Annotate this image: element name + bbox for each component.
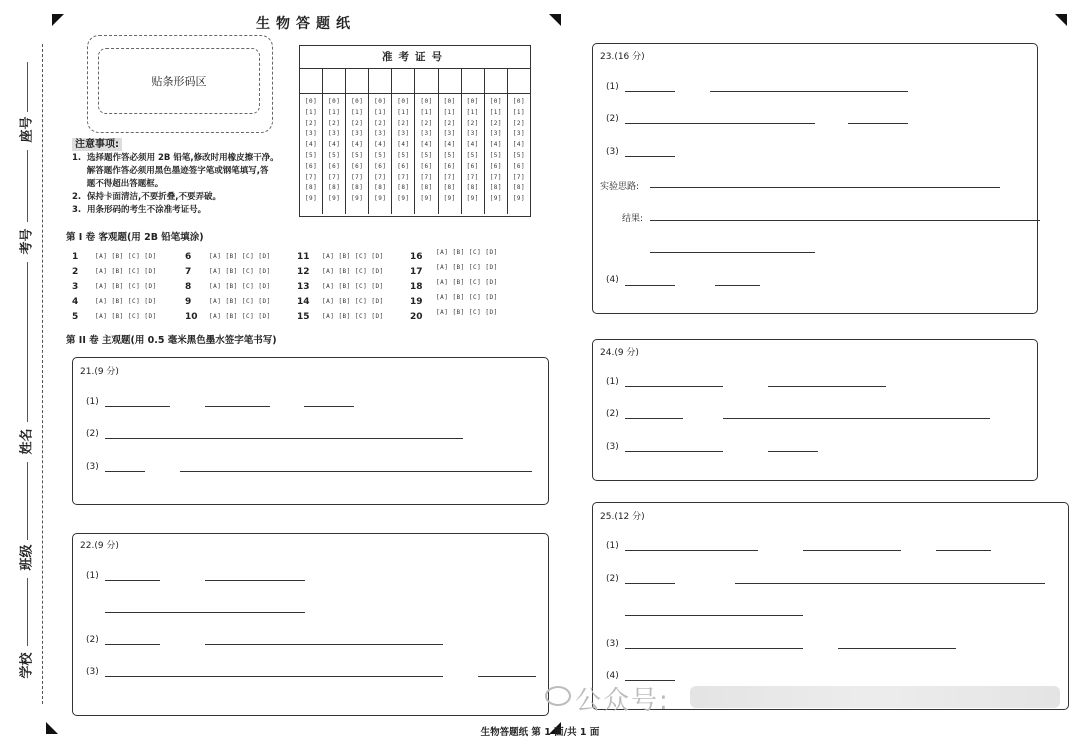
digit-bubble[interactable]: [3] bbox=[420, 130, 433, 138]
digit-bubble[interactable]: [1] bbox=[327, 108, 341, 116]
digit-bubble[interactable]: [4] bbox=[489, 141, 502, 149]
mcq-number: 6 bbox=[185, 252, 192, 262]
digit-bubble[interactable]: [5] bbox=[351, 151, 364, 159]
digit-bubble[interactable]: [1] bbox=[489, 108, 502, 116]
digit-bubble[interactable]: [0] bbox=[466, 98, 479, 105]
digit-bubble[interactable]: [7] bbox=[397, 173, 410, 181]
digit-bubble[interactable]: [5] bbox=[327, 151, 341, 159]
mcq-option-row[interactable] bbox=[322, 296, 384, 306]
digit-bubble[interactable]: [9] bbox=[443, 195, 456, 203]
mcq-item bbox=[410, 297, 432, 307]
page-title: 生物答题纸 bbox=[256, 16, 356, 32]
mcq-option-row[interactable] bbox=[436, 307, 498, 317]
digit-bubble[interactable]: [3] bbox=[374, 130, 387, 138]
mcq-number: 1 bbox=[72, 252, 79, 262]
mcq-option-row[interactable] bbox=[436, 292, 498, 302]
question-header: 25.(12 分) bbox=[600, 512, 645, 522]
mcq-option-row[interactable] bbox=[436, 277, 498, 287]
sub-question-label: (2) bbox=[606, 574, 619, 584]
mcq-options[interactable]: [A] [B] [C] [D] bbox=[209, 313, 271, 320]
mcq-option-row[interactable] bbox=[209, 251, 271, 261]
digit-bubble[interactable]: [2] bbox=[420, 119, 433, 127]
mcq-number: 5 bbox=[72, 312, 79, 322]
experiment-idea-label: 实验思路: bbox=[600, 182, 640, 192]
answer-line[interactable] bbox=[650, 220, 1040, 221]
digit-bubble[interactable]: [5] bbox=[489, 151, 502, 159]
digit-bubble[interactable]: [6] bbox=[304, 162, 318, 170]
answer-box-q22[interactable] bbox=[72, 533, 549, 716]
answer-line[interactable] bbox=[936, 550, 991, 551]
mcq-number: 12 bbox=[297, 267, 310, 277]
mcq-option-row[interactable] bbox=[95, 296, 157, 306]
digit-bubble[interactable]: [6] bbox=[327, 162, 341, 170]
mcq-number: 13 bbox=[297, 282, 310, 292]
admission-digit-column[interactable] bbox=[508, 94, 530, 214]
mcq-number: 15 bbox=[297, 312, 310, 322]
answer-line[interactable] bbox=[735, 583, 1045, 584]
mcq-options[interactable]: [A] [B] [C] [D] bbox=[95, 283, 157, 290]
digit-bubble[interactable]: [8] bbox=[466, 184, 479, 192]
digit-bubble[interactable]: [1] bbox=[466, 108, 479, 116]
digit-bubble[interactable]: [0] bbox=[304, 98, 318, 105]
mcq-option-row[interactable] bbox=[322, 311, 384, 321]
answer-line[interactable] bbox=[105, 676, 443, 677]
answer-line[interactable] bbox=[105, 406, 170, 407]
answer-line[interactable] bbox=[304, 406, 354, 407]
answer-line[interactable] bbox=[650, 252, 815, 253]
digit-bubble[interactable]: [3] bbox=[512, 130, 526, 138]
side-label-school: 学校 bbox=[19, 652, 35, 679]
mcq-number: 10 bbox=[185, 312, 198, 322]
corner-mark-top-left bbox=[52, 14, 64, 26]
digit-bubble[interactable]: [2] bbox=[374, 119, 387, 127]
mcq-option-row[interactable] bbox=[95, 281, 157, 291]
admission-digit-column[interactable] bbox=[415, 94, 438, 214]
mcq-number: 9 bbox=[185, 297, 192, 307]
answer-line[interactable] bbox=[710, 91, 908, 92]
binding-dashed-line bbox=[42, 44, 43, 704]
answer-line[interactable] bbox=[625, 451, 723, 452]
digit-bubble[interactable]: [8] bbox=[374, 184, 387, 192]
admission-digit-column[interactable] bbox=[300, 94, 323, 214]
digit-bubble[interactable]: [7] bbox=[304, 173, 318, 181]
mcq-options[interactable]: [A] [B] [C] [D] bbox=[209, 253, 271, 260]
digit-bubble[interactable]: [2] bbox=[327, 119, 341, 127]
mcq-options[interactable]: [A] [B] [C] [D] bbox=[95, 298, 157, 305]
digit-bubble[interactable]: [4] bbox=[420, 141, 433, 149]
digit-bubble[interactable]: [8] bbox=[489, 184, 502, 192]
digit-bubble[interactable]: [1] bbox=[443, 108, 456, 116]
mcq-number: 17 bbox=[410, 267, 423, 277]
answer-line[interactable] bbox=[803, 550, 901, 551]
digit-bubble[interactable]: [0] bbox=[327, 98, 341, 105]
section-subjective-heading: 第 II 卷 主观题(用 0.5 毫米黑色墨水签字笔书写) bbox=[66, 335, 277, 346]
section-objective-heading: 第 I 卷 客观题(用 2B 铅笔填涂) bbox=[66, 232, 204, 243]
sub-question-label: (2) bbox=[606, 409, 619, 419]
sub-question-label: (3) bbox=[606, 639, 619, 649]
answer-line[interactable] bbox=[848, 123, 908, 124]
mcq-options[interactable]: [A] [B] [C] [D] bbox=[436, 309, 498, 316]
notice-item: 3. 用条形码的考生不涂准考证号。 bbox=[72, 205, 207, 215]
digit-bubble[interactable]: [7] bbox=[351, 173, 364, 181]
digit-bubble[interactable]: [2] bbox=[443, 119, 456, 127]
answer-line[interactable] bbox=[715, 285, 760, 286]
mcq-options[interactable]: [A] [B] [C] [D] bbox=[209, 283, 271, 290]
watermark-blurred-text bbox=[690, 686, 1060, 708]
digit-bubble[interactable]: [6] bbox=[351, 162, 364, 170]
mcq-number: 19 bbox=[410, 297, 423, 307]
mcq-options[interactable]: [A] [B] [C] [D] bbox=[322, 268, 384, 275]
mcq-item bbox=[185, 267, 207, 277]
sub-question-label: (1) bbox=[86, 397, 99, 407]
answer-line[interactable] bbox=[625, 615, 803, 616]
question-header: 23.(16 分) bbox=[600, 52, 645, 62]
digit-bubble[interactable]: [3] bbox=[327, 130, 341, 138]
question-header: 24.(9 分) bbox=[600, 348, 639, 358]
digit-bubble[interactable]: [4] bbox=[374, 141, 387, 149]
digit-bubble[interactable]: [0] bbox=[512, 98, 526, 105]
mcq-number: 8 bbox=[185, 282, 192, 292]
digit-bubble[interactable]: [1] bbox=[512, 108, 526, 116]
digit-bubble[interactable]: [9] bbox=[374, 195, 387, 203]
corner-mark-top-right bbox=[1055, 14, 1067, 26]
side-fill-line bbox=[27, 62, 28, 112]
digit-bubble[interactable]: [9] bbox=[397, 195, 410, 203]
digit-bubble[interactable]: [1] bbox=[397, 108, 410, 116]
digit-bubble[interactable]: [5] bbox=[374, 151, 387, 159]
mcq-option-row[interactable] bbox=[322, 251, 384, 261]
digit-bubble[interactable]: [0] bbox=[351, 98, 364, 105]
mcq-item bbox=[297, 312, 319, 322]
digit-bubble[interactable]: [0] bbox=[397, 98, 410, 105]
digit-bubble[interactable]: [7] bbox=[443, 173, 456, 181]
notice-block bbox=[72, 138, 287, 217]
mcq-option-row[interactable] bbox=[209, 266, 271, 276]
mcq-options[interactable]: [A] [B] [C] [D] bbox=[209, 298, 271, 305]
digit-bubble[interactable]: [6] bbox=[489, 162, 502, 170]
digit-bubble[interactable]: [3] bbox=[397, 130, 410, 138]
digit-bubble[interactable]: [5] bbox=[397, 151, 410, 159]
mcq-option-row[interactable] bbox=[436, 262, 498, 272]
mcq-option-row[interactable] bbox=[209, 281, 271, 291]
answer-line[interactable] bbox=[625, 386, 723, 387]
admission-number-title: 准考证号 bbox=[300, 46, 530, 69]
digit-bubble[interactable]: [8] bbox=[304, 184, 318, 192]
answer-line[interactable] bbox=[838, 648, 956, 649]
side-fill-line bbox=[27, 150, 28, 222]
watermark-text: 公众号: bbox=[575, 686, 670, 716]
notice-item: 2. 保持卡面清洁,不要折叠,不要弄破。 bbox=[72, 192, 222, 202]
mcq-options[interactable]: [A] [B] [C] [D] bbox=[436, 294, 498, 301]
sub-question-label: (1) bbox=[86, 571, 99, 581]
sub-question-label: (3) bbox=[606, 147, 619, 157]
corner-mark-top-center bbox=[549, 14, 561, 26]
side-label-exam-id: 考号 bbox=[19, 228, 35, 255]
answer-line[interactable] bbox=[205, 644, 443, 645]
answer-line[interactable] bbox=[625, 123, 815, 124]
mcq-options[interactable]: [A] [B] [C] [D] bbox=[209, 268, 271, 275]
admission-digit-column[interactable] bbox=[323, 94, 346, 214]
digit-bubble[interactable]: [2] bbox=[304, 119, 318, 127]
digit-bubble[interactable]: [9] bbox=[327, 195, 341, 203]
digit-bubble[interactable]: [2] bbox=[397, 119, 410, 127]
sub-question-label: (2) bbox=[86, 429, 99, 439]
page-footer: 生物答题纸 第 1 面/共 1 面 bbox=[480, 727, 600, 738]
digit-bubble[interactable]: [8] bbox=[351, 184, 364, 192]
mcq-options[interactable]: [A] [B] [C] [D] bbox=[322, 313, 384, 320]
answer-line[interactable] bbox=[205, 406, 270, 407]
mcq-option-row[interactable] bbox=[95, 266, 157, 276]
digit-bubble[interactable]: [0] bbox=[443, 98, 456, 105]
digit-bubble[interactable]: [2] bbox=[466, 119, 479, 127]
digit-bubble[interactable]: [7] bbox=[327, 173, 341, 181]
mcq-options[interactable]: [A] [B] [C] [D] bbox=[436, 279, 498, 286]
digit-bubble[interactable]: [4] bbox=[512, 141, 526, 149]
mcq-item bbox=[185, 297, 207, 307]
digit-bubble[interactable]: [7] bbox=[466, 173, 479, 181]
sub-question-label: (2) bbox=[86, 635, 99, 645]
digit-bubble[interactable]: [5] bbox=[443, 151, 456, 159]
digit-bubble[interactable]: [7] bbox=[512, 173, 526, 181]
wechat-icon bbox=[545, 686, 571, 706]
mcq-item bbox=[185, 252, 207, 262]
digit-bubble[interactable]: [8] bbox=[443, 184, 456, 192]
digit-bubble[interactable]: [8] bbox=[420, 184, 433, 192]
sub-question-label: (1) bbox=[606, 82, 619, 92]
answer-line[interactable] bbox=[105, 644, 160, 645]
mcq-item bbox=[72, 252, 94, 262]
digit-bubble[interactable]: [4] bbox=[466, 141, 479, 149]
notice-item: 解答题作答必须用黑色墨迹签字笔或钢笔填写,答 bbox=[72, 166, 269, 176]
mcq-number: 3 bbox=[72, 282, 79, 292]
admission-number-grid bbox=[299, 45, 531, 217]
digit-bubble[interactable]: [6] bbox=[374, 162, 387, 170]
digit-bubble[interactable]: [6] bbox=[397, 162, 410, 170]
mcq-number: 18 bbox=[410, 282, 423, 292]
mcq-option-row[interactable] bbox=[209, 296, 271, 306]
digit-bubble[interactable]: [9] bbox=[489, 195, 502, 203]
mcq-item bbox=[72, 312, 94, 322]
mcq-option-row[interactable] bbox=[322, 266, 384, 276]
sub-question-label: (4) bbox=[606, 275, 619, 285]
barcode-label: 贴条形码区 bbox=[98, 48, 260, 114]
digit-bubble[interactable]: [9] bbox=[420, 195, 433, 203]
mcq-options[interactable]: [A] [B] [C] [D] bbox=[322, 298, 384, 305]
mcq-item bbox=[185, 282, 207, 292]
admission-digit-column[interactable] bbox=[369, 94, 392, 214]
mcq-item bbox=[297, 252, 319, 262]
mcq-item bbox=[297, 267, 319, 277]
mcq-number: 14 bbox=[297, 297, 310, 307]
answer-line[interactable] bbox=[625, 285, 675, 286]
mcq-item bbox=[410, 312, 432, 322]
answer-line[interactable] bbox=[625, 91, 675, 92]
question-header: 21.(9 分) bbox=[80, 367, 119, 377]
answer-line[interactable] bbox=[625, 550, 758, 551]
digit-bubble[interactable]: [3] bbox=[489, 130, 502, 138]
mcq-option-row[interactable] bbox=[95, 251, 157, 261]
answer-box-q25[interactable] bbox=[592, 502, 1069, 710]
answer-line[interactable] bbox=[625, 648, 803, 649]
mcq-options[interactable]: [A] [B] [C] [D] bbox=[95, 268, 157, 275]
digit-bubble[interactable]: [4] bbox=[443, 141, 456, 149]
digit-bubble[interactable]: [4] bbox=[351, 141, 364, 149]
digit-bubble[interactable]: [2] bbox=[512, 119, 526, 127]
digit-bubble[interactable]: [6] bbox=[443, 162, 456, 170]
mcq-option-row[interactable] bbox=[322, 281, 384, 291]
answer-line[interactable] bbox=[768, 451, 818, 452]
digit-bubble[interactable]: [2] bbox=[351, 119, 364, 127]
mcq-option-row[interactable] bbox=[436, 247, 498, 257]
digit-bubble[interactable]: [8] bbox=[512, 184, 526, 192]
mcq-options[interactable]: [A] [B] [C] [D] bbox=[436, 264, 498, 271]
mcq-item bbox=[410, 282, 432, 292]
mcq-item bbox=[297, 297, 319, 307]
mcq-options[interactable]: [A] [B] [C] [D] bbox=[322, 283, 384, 290]
sub-question-label: (1) bbox=[606, 377, 619, 387]
notice-item: 题不得超出答题框。 bbox=[72, 179, 164, 189]
side-fill-line bbox=[27, 462, 28, 540]
side-fill-line bbox=[27, 262, 28, 422]
digit-bubble[interactable]: [1] bbox=[374, 108, 387, 116]
mcq-item bbox=[72, 267, 94, 277]
digit-bubble[interactable]: [0] bbox=[489, 98, 502, 105]
digit-bubble[interactable]: [5] bbox=[304, 151, 318, 159]
answer-line[interactable] bbox=[650, 187, 1000, 188]
mcq-number: 7 bbox=[185, 267, 192, 277]
mcq-number: 4 bbox=[72, 297, 79, 307]
sub-question-label: (2) bbox=[606, 114, 619, 124]
mcq-number: 16 bbox=[410, 252, 423, 262]
digit-bubble[interactable]: [4] bbox=[304, 141, 318, 149]
digit-bubble[interactable]: [2] bbox=[489, 119, 502, 127]
mcq-item bbox=[297, 282, 319, 292]
digit-bubble[interactable]: [5] bbox=[420, 151, 433, 159]
digit-bubble[interactable]: [9] bbox=[512, 195, 526, 203]
answer-line[interactable] bbox=[625, 418, 683, 419]
digit-bubble[interactable]: [6] bbox=[512, 162, 526, 170]
answer-box-q21[interactable] bbox=[72, 357, 549, 505]
digit-bubble[interactable]: [9] bbox=[466, 195, 479, 203]
answer-line[interactable] bbox=[625, 156, 675, 157]
digit-bubble[interactable]: [3] bbox=[304, 130, 318, 138]
answer-line[interactable] bbox=[625, 583, 675, 584]
mcq-options[interactable]: [A] [B] [C] [D] bbox=[436, 249, 498, 256]
answer-line[interactable] bbox=[723, 418, 990, 419]
admission-digit-column[interactable] bbox=[485, 94, 508, 214]
answer-line[interactable] bbox=[478, 676, 536, 677]
digit-bubble[interactable]: [1] bbox=[351, 108, 364, 116]
notice-title: 注意事项: bbox=[72, 138, 122, 151]
mcq-options[interactable]: [A] [B] [C] [D] bbox=[95, 253, 157, 260]
admission-digit-column[interactable] bbox=[439, 94, 462, 214]
digit-bubble[interactable]: [5] bbox=[466, 151, 479, 159]
mcq-number: 20 bbox=[410, 312, 423, 322]
digit-bubble[interactable]: [7] bbox=[420, 173, 433, 181]
mcq-item bbox=[410, 252, 432, 262]
sub-question-label: (3) bbox=[86, 667, 99, 677]
answer-line[interactable] bbox=[105, 580, 160, 581]
side-fill-line bbox=[27, 578, 28, 646]
digit-bubble[interactable]: [0] bbox=[374, 98, 387, 105]
mcq-item bbox=[72, 297, 94, 307]
side-label-class: 班级 bbox=[19, 544, 35, 571]
side-label-seat: 座号 bbox=[19, 116, 35, 143]
sub-question-label: (3) bbox=[86, 462, 99, 472]
mcq-option-row[interactable] bbox=[95, 311, 157, 321]
digit-bubble[interactable]: [9] bbox=[351, 195, 364, 203]
digit-bubble[interactable]: [3] bbox=[466, 130, 479, 138]
result-label: 结果: bbox=[622, 214, 644, 224]
answer-box-q24[interactable] bbox=[592, 339, 1038, 481]
mcq-options[interactable]: [A] [B] [C] [D] bbox=[95, 313, 157, 320]
mcq-item bbox=[72, 282, 94, 292]
admission-digit-column[interactable] bbox=[392, 94, 415, 214]
digit-bubble[interactable]: [0] bbox=[420, 98, 433, 105]
digit-bubble[interactable]: [4] bbox=[397, 141, 410, 149]
answer-line[interactable] bbox=[205, 580, 305, 581]
digit-bubble[interactable]: [4] bbox=[327, 141, 341, 149]
digit-bubble[interactable]: [7] bbox=[489, 173, 502, 181]
answer-line[interactable] bbox=[105, 612, 305, 613]
notice-item: 1. 选择题作答必须用 2B 铅笔,修改时用橡皮擦干净。 bbox=[72, 153, 279, 163]
mcq-item bbox=[185, 312, 207, 322]
digit-bubble[interactable]: [6] bbox=[420, 162, 433, 170]
digit-bubble[interactable]: [6] bbox=[466, 162, 479, 170]
mcq-item bbox=[410, 267, 432, 277]
side-label-name: 姓名 bbox=[19, 428, 35, 455]
mcq-number: 2 bbox=[72, 267, 79, 277]
admission-number-write-row[interactable] bbox=[300, 69, 530, 94]
answer-line[interactable] bbox=[768, 386, 886, 387]
digit-bubble[interactable]: [7] bbox=[374, 173, 387, 181]
admission-number-bubbles[interactable] bbox=[300, 94, 530, 214]
digit-bubble[interactable]: [8] bbox=[397, 184, 410, 192]
digit-bubble[interactable]: [1] bbox=[420, 108, 433, 116]
digit-bubble[interactable]: [9] bbox=[304, 195, 318, 203]
digit-bubble[interactable]: [3] bbox=[443, 130, 456, 138]
mcq-options[interactable]: [A] [B] [C] [D] bbox=[322, 253, 384, 260]
sub-question-label: (1) bbox=[606, 541, 619, 551]
sub-question-label: (4) bbox=[606, 671, 619, 681]
admission-digit-column[interactable] bbox=[462, 94, 485, 214]
digit-bubble[interactable]: [3] bbox=[351, 130, 364, 138]
answer-line[interactable] bbox=[180, 471, 532, 472]
answer-box-q23[interactable] bbox=[592, 43, 1038, 314]
digit-bubble[interactable]: [1] bbox=[304, 108, 318, 116]
mcq-number: 11 bbox=[297, 252, 310, 262]
question-header: 22.(9 分) bbox=[80, 541, 119, 551]
digit-bubble[interactable]: [8] bbox=[327, 184, 341, 192]
barcode-area bbox=[87, 35, 273, 133]
answer-line[interactable] bbox=[105, 438, 463, 439]
mcq-option-row[interactable] bbox=[209, 311, 271, 321]
answer-line[interactable] bbox=[105, 471, 145, 472]
digit-bubble[interactable]: [5] bbox=[512, 151, 526, 159]
sub-question-label: (3) bbox=[606, 442, 619, 452]
admission-digit-column[interactable] bbox=[346, 94, 369, 214]
